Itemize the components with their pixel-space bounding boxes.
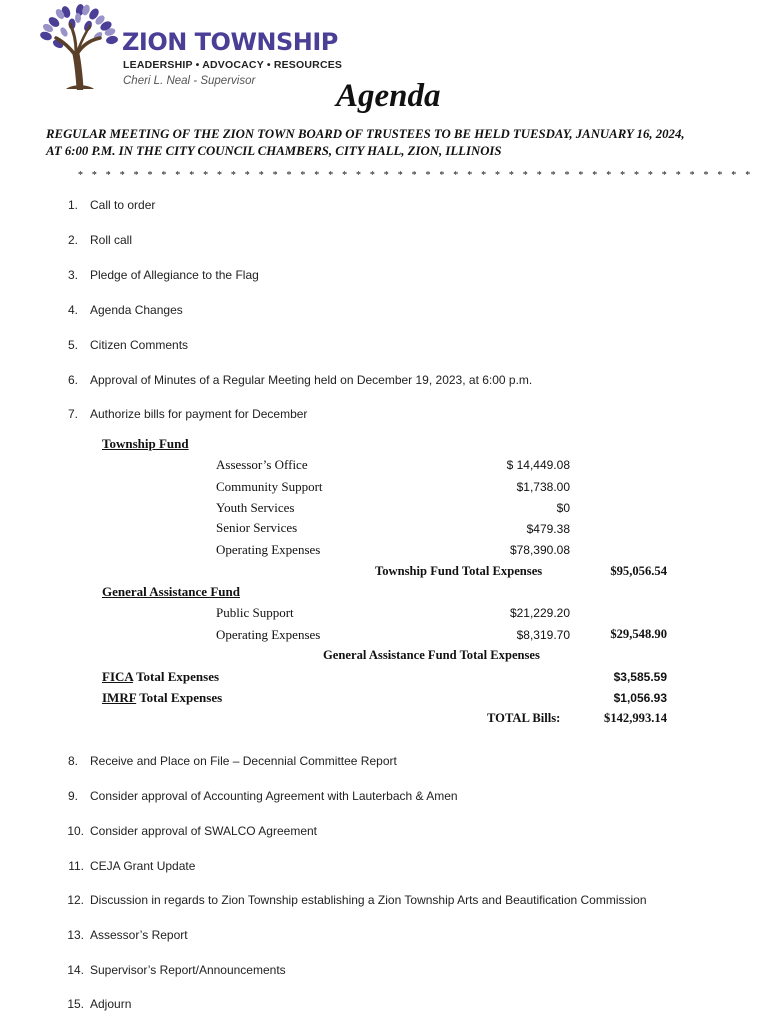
page-title: Agenda bbox=[336, 78, 441, 114]
imrf-label-text: Total Expenses bbox=[136, 690, 223, 705]
bill-line-amount: $ 14,449.08 bbox=[506, 458, 570, 472]
list-item bbox=[0, 928, 770, 944]
item-text: Approval of Minutes of a Regular Meeting held on December 19, 2023, at 6:00 p.m. bbox=[90, 373, 533, 387]
general-assistance-total-label: General Assistance Fund Total Expenses bbox=[323, 648, 540, 662]
bill-line-label: Public Support bbox=[216, 605, 294, 620]
item-text: Consider approval of SWALCO Agreement bbox=[90, 824, 317, 838]
fica-abbr: FICA bbox=[102, 669, 134, 684]
item-text: CEJA Grant Update bbox=[90, 859, 196, 873]
bill-line-label: Youth Services bbox=[216, 500, 295, 515]
org-tagline: LEADERSHIP • ADVOCACY • RESOURCES bbox=[123, 59, 343, 71]
imrf-total-label bbox=[102, 690, 222, 706]
item-text: Agenda Changes bbox=[90, 303, 183, 317]
item-number: 3. bbox=[67, 268, 78, 282]
item-text: Receive and Place on File – Decennial Committee Report bbox=[90, 754, 397, 768]
list-item bbox=[0, 824, 770, 840]
item-number: 14. bbox=[67, 963, 84, 977]
item-text: Authorize bills for payment for December bbox=[90, 407, 308, 421]
item-number: 11. bbox=[68, 859, 84, 873]
item-number: 5. bbox=[67, 338, 78, 352]
bill-line-label: Senior Services bbox=[216, 520, 298, 535]
tree-logo-icon bbox=[36, 4, 122, 90]
grand-total: $142,993.14 bbox=[604, 711, 667, 725]
bill-line-label: Operating Expenses bbox=[216, 627, 321, 642]
list-item bbox=[0, 233, 770, 249]
item-text: Assessor’s Report bbox=[90, 928, 188, 942]
list-item bbox=[0, 754, 770, 770]
item-text: Call to order bbox=[90, 198, 156, 212]
list-item bbox=[0, 268, 770, 284]
bill-line-label: Community Support bbox=[216, 479, 323, 494]
meeting-notice-line-1: REGULAR MEETING OF THE ZION TOWN BOARD OF TRUSTEES TO BE HELD TUESDAY, JANUARY 16, 2024, bbox=[46, 127, 685, 141]
township-fund-total: $95,056.54 bbox=[610, 564, 667, 578]
item-number: 8. bbox=[67, 754, 78, 768]
item-number: 13. bbox=[67, 928, 84, 942]
bill-line-amount: $479.38 bbox=[526, 522, 570, 536]
item-text: Roll call bbox=[90, 233, 133, 247]
item-number: 7. bbox=[67, 407, 78, 421]
bill-line-amount: $1,738.00 bbox=[516, 480, 570, 494]
item-text: Adjourn bbox=[90, 997, 132, 1011]
bill-line-amount: $8,319.70 bbox=[516, 628, 570, 642]
township-fund-heading: Township Fund bbox=[102, 436, 189, 451]
item-number: 12. bbox=[67, 893, 84, 907]
list-item bbox=[0, 303, 770, 319]
list-item bbox=[0, 893, 770, 909]
item-number: 1. bbox=[67, 198, 78, 212]
township-fund-total-label: Township Fund Total Expenses bbox=[375, 564, 543, 578]
list-item bbox=[0, 198, 770, 214]
item-text: Discussion in regards to Zion Township establishing a Zion Township Arts and Beautification Commission bbox=[90, 893, 647, 907]
item-text: Pledge of Allegiance to the Flag bbox=[90, 268, 259, 282]
list-item bbox=[0, 859, 770, 875]
item-text: Supervisor’s Report/Announcements bbox=[90, 963, 286, 977]
fica-total-label bbox=[102, 669, 219, 685]
bill-line-amount: $78,390.08 bbox=[509, 543, 570, 557]
list-item bbox=[0, 997, 770, 1013]
bill-line-amount: $21,229.20 bbox=[509, 606, 570, 620]
general-assistance-heading: General Assistance Fund bbox=[102, 584, 240, 599]
star-divider: * * * * * * * * * * * * * * * * * * * * * * * * * * * * * * * * * * * * * * * * * * * * * * * * * bbox=[78, 170, 751, 181]
item-text: Citizen Comments bbox=[90, 338, 189, 352]
imrf-abbr: IMRF bbox=[102, 690, 137, 705]
list-item bbox=[0, 963, 770, 979]
imrf-total: $1,056.93 bbox=[613, 691, 667, 705]
item-number: 10. bbox=[67, 824, 84, 838]
item-text: Consider approval of Accounting Agreement with Lauterbach & Amen bbox=[90, 789, 458, 803]
bill-line-amount: $0 bbox=[556, 501, 570, 515]
list-item bbox=[0, 407, 770, 423]
fica-label-text: Total Expenses bbox=[133, 669, 220, 684]
supervisor-name: Cheri L. Neal - Supervisor bbox=[123, 75, 256, 87]
fica-total: $3,585.59 bbox=[613, 670, 667, 684]
list-item bbox=[0, 789, 770, 805]
item-number: 2. bbox=[67, 233, 78, 247]
list-item bbox=[0, 373, 770, 389]
org-name: ZION TOWNSHIP bbox=[122, 28, 338, 56]
bill-line-label: Assessor’s Office bbox=[216, 457, 308, 472]
item-number: 4. bbox=[67, 303, 78, 317]
general-assistance-total: $29,548.90 bbox=[610, 627, 667, 641]
bill-line-label: Operating Expenses bbox=[216, 542, 321, 557]
list-item bbox=[0, 338, 770, 354]
item-number: 15. bbox=[67, 997, 84, 1011]
item-number: 9. bbox=[67, 789, 78, 803]
meeting-notice-line-2: AT 6:00 P.M. IN THE CITY COUNCIL CHAMBERS, CITY HALL, ZION, ILLINOIS bbox=[46, 144, 502, 158]
grand-total-label: TOTAL Bills: bbox=[487, 711, 561, 725]
item-number: 6. bbox=[67, 373, 78, 387]
